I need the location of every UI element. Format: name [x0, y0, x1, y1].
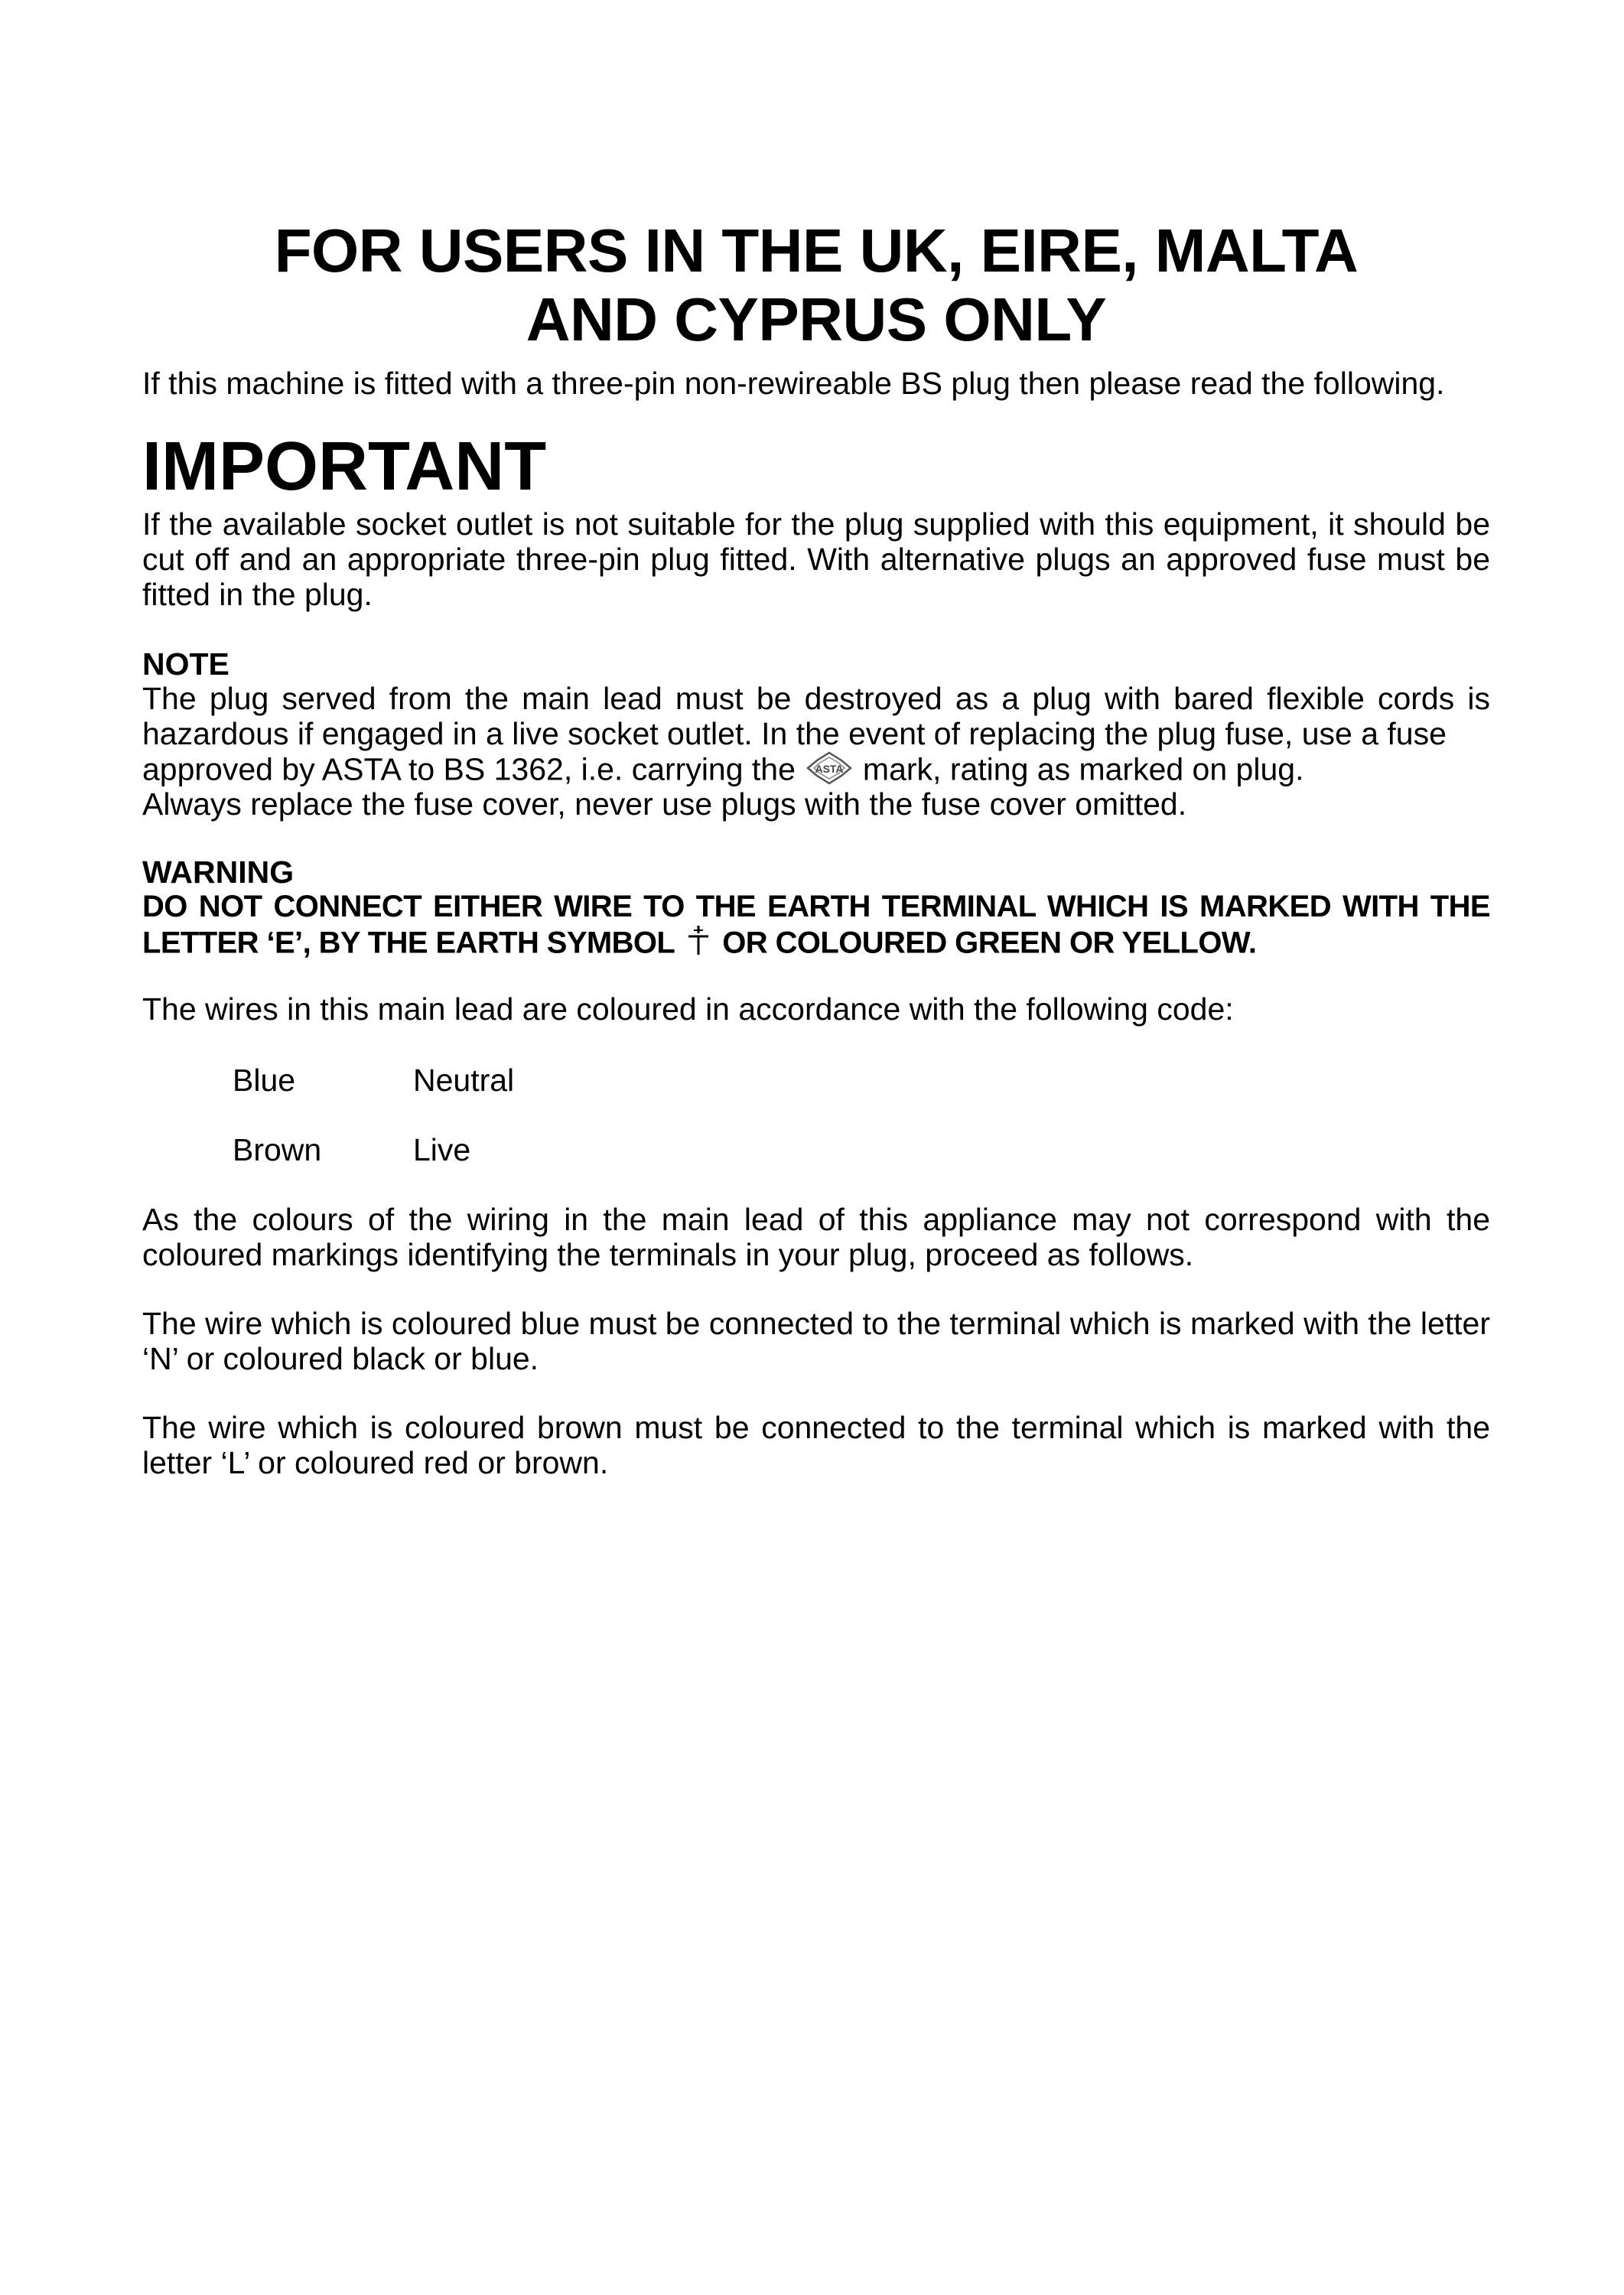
- title-line-2: AND CYPRUS ONLY: [526, 285, 1107, 353]
- intro-text: If this machine is fitted with a three-pin non-rewireable BS plug then please read the following.: [142, 366, 1445, 401]
- wire-code-row-blue: [233, 1063, 514, 1098]
- important-heading: IMPORTANT: [142, 428, 547, 505]
- note-body-2-before: approved by ASTA to BS 1362, i.e. carrying the: [142, 751, 796, 787]
- wire-function: Neutral: [413, 1063, 515, 1098]
- important-body: If the available socket outlet is not suitable for the plug supplied with this equipment, it should be cut off and an appropriate three-pin plug fitted. With alternative plugs an approved fuse must be fitted in the plug.: [142, 506, 1490, 612]
- note-heading: NOTE: [142, 646, 229, 682]
- warning-text: [142, 889, 1490, 965]
- warning-heading: WARNING: [142, 855, 295, 890]
- wire-colour: Brown: [233, 1132, 322, 1167]
- wires-intro: The wires in this main lead are coloured in accordance with the following code:: [142, 991, 1234, 1027]
- asta-mark-label: ASTA: [815, 763, 844, 775]
- warning-line-1: DO NOT CONNECT EITHER WIRE TO THE EARTH TERMINAL WHICH IS MARKED WITH THE: [142, 890, 1490, 923]
- warning-line-2-after: OR COLOURED GREEN OR YELLOW.: [722, 926, 1257, 960]
- wire-colour: Blue: [233, 1063, 296, 1098]
- page-title: [142, 216, 1490, 354]
- warning-line-2-before: LETTER ‘E’, BY THE EARTH SYMBOL: [142, 926, 675, 960]
- warning-line-2: [142, 924, 1490, 965]
- wire-function: Live: [413, 1132, 471, 1167]
- colours-notice-paragraph: As the colours of the wiring in the main lead of this appliance may not correspond with the coloured markings identifying the terminals in your plug, proceed as follows.: [142, 1202, 1490, 1272]
- note-body-1: The plug served from the main lead must be destroyed as a plug with bared flexible cords is hazardous if engaged in a live socket outlet. In the event of replacing the plug fuse, use a fuse: [142, 681, 1490, 751]
- note-body-2-after: mark, rating as marked on plug.: [862, 751, 1304, 787]
- wire-code-row-brown: [233, 1132, 470, 1167]
- brown-wire-paragraph: The wire which is coloured brown must be connected to the terminal which is marked with the letter ‘L’ or coloured red or brown.: [142, 1410, 1490, 1480]
- note-body-3: Always replace the fuse cover, never use plugs with the fuse cover omitted.: [142, 786, 1187, 822]
- title-line-1: FOR USERS IN THE UK, EIRE, MALTA: [274, 216, 1359, 285]
- blue-wire-paragraph: The wire which is coloured blue must be connected to the terminal which is marked with the letter ‘N’ or coloured black or blue.: [142, 1306, 1490, 1376]
- earth-ground-symbol-icon: [685, 924, 711, 965]
